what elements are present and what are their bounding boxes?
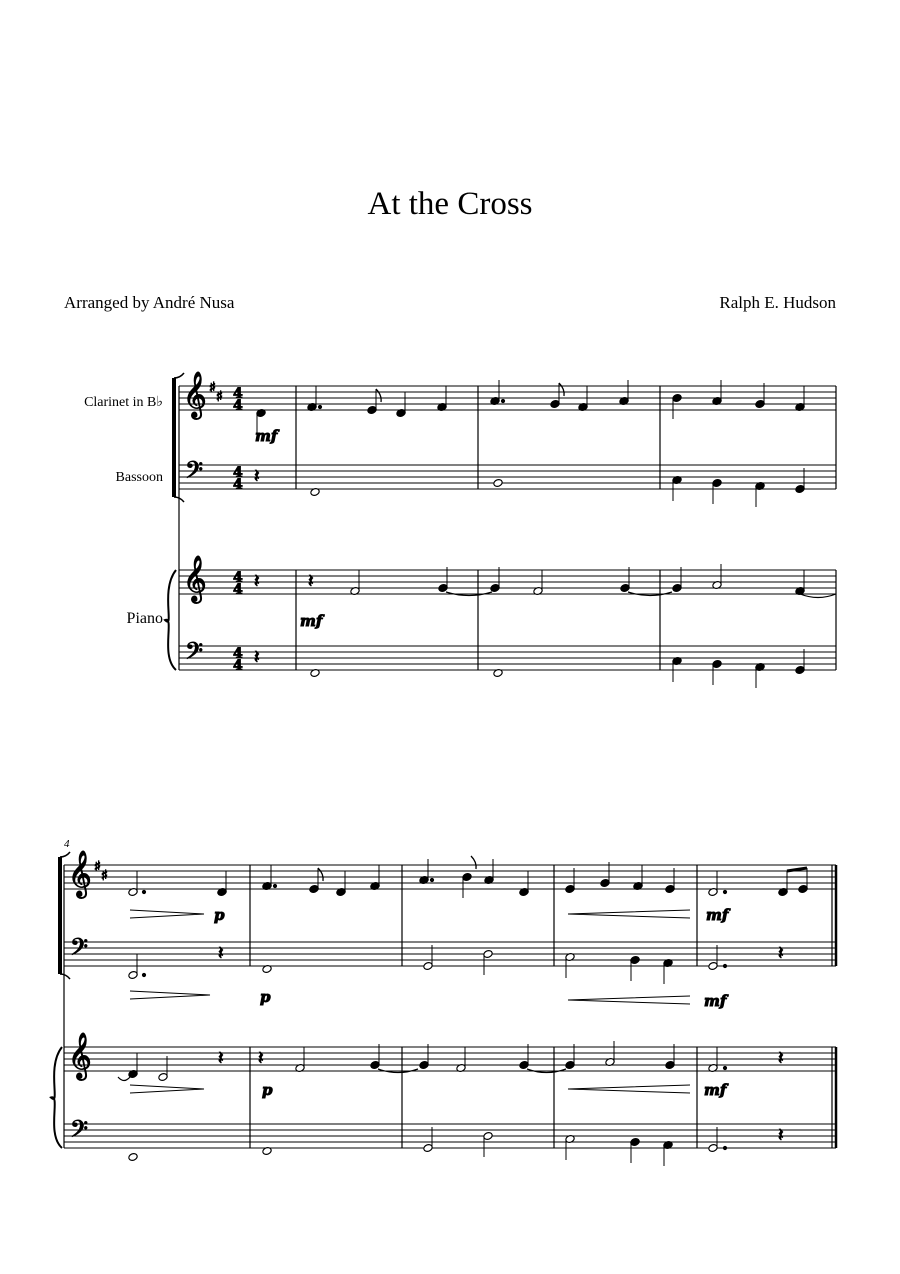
note [630,1138,640,1163]
treble-clef-icon: 𝄞 [68,851,92,897]
time-signature-bottom: 4 [233,582,243,598]
arranger-credit: Arranged by André Nusa [64,293,235,312]
note [672,476,682,501]
piano-brace [165,570,176,670]
notehead [493,479,503,488]
note [663,1141,673,1166]
note [307,386,317,411]
note [663,959,673,984]
note [755,663,765,688]
dynamic-p: p [260,988,271,1006]
note [493,479,503,488]
quarter-rest-icon: 𝄽 [218,943,224,964]
note [309,868,323,893]
augmentation-dot [723,964,726,967]
note [423,1127,433,1152]
note [519,1044,529,1069]
note [419,859,429,884]
note [605,1041,615,1066]
dynamic-mf: mf [704,1081,727,1099]
bass-clef-icon: 𝄢 [70,933,89,966]
treble-clef-icon: 𝄞 [183,556,207,602]
note [438,567,448,592]
flag [318,868,323,881]
note [437,386,447,411]
note [158,1056,168,1081]
note [370,865,380,890]
bassoon-staff [64,942,836,966]
note [778,871,788,896]
sharp-icon: ♯ [101,868,108,884]
bass-clef-icon: 𝄢 [185,637,204,670]
note [712,564,722,589]
flag [376,389,381,402]
note [712,660,722,685]
piano-lh-staff [179,646,836,670]
augmentation-dot [501,399,504,402]
note [128,1153,138,1162]
note [519,871,529,896]
piano-rh-staff [179,570,836,594]
note [565,953,575,978]
note [708,1047,718,1072]
time-signature-bottom: 4 [233,477,243,493]
quarter-rest-icon: 𝄽 [254,647,260,668]
note [665,868,675,893]
dynamic-mf: mf [704,992,727,1010]
bracket-hook [60,974,70,979]
piano-brace [51,1047,62,1148]
note [755,482,765,507]
note [798,868,808,893]
quarter-rest-icon: 𝄽 [258,1048,264,1069]
note [712,479,722,504]
tie [800,594,836,598]
crescendo-hairpin [568,1085,690,1093]
crescendo-hairpin [568,910,690,918]
note [620,567,630,592]
note [128,954,138,979]
note [795,570,805,595]
note [578,386,588,411]
notehead [128,1153,138,1162]
instrument-label-piano: Piano [126,610,163,627]
note [262,865,272,890]
note [600,862,610,887]
note [483,950,493,975]
note [419,1044,429,1069]
note [565,1044,575,1069]
note [128,871,138,896]
augmentation-dot [142,973,145,976]
measure-number: 4 [64,838,70,850]
augmentation-dot [318,405,321,408]
note [565,868,575,893]
note [484,859,494,884]
instrument-label-clarinet: Clarinet in B♭ [84,395,163,410]
time-signature-bottom: 4 [233,398,243,414]
note [565,1135,575,1160]
flag [559,383,564,396]
sharp-icon: ♯ [94,859,101,875]
note [633,865,643,890]
note [483,1132,493,1157]
piano-lh-staff [64,1124,836,1148]
note [619,380,629,405]
sharp-icon: ♯ [216,389,223,405]
time-signature-top: 4 [233,646,243,662]
note [336,871,346,896]
note [456,1047,466,1072]
quarter-rest-icon: 𝄽 [778,1125,784,1146]
note [370,1044,380,1069]
note [672,567,682,592]
instrument-label-bassoon: Bassoon [115,470,163,485]
bassoon-staff [179,465,836,489]
decrescendo-hairpin [130,1085,204,1093]
note [708,1127,718,1152]
quarter-rest-icon: 𝄽 [308,571,314,592]
note [795,386,805,411]
dynamic-p: p [214,906,225,924]
clarinet-staff [179,386,836,410]
augmentation-dot [723,1146,726,1149]
flag [471,856,476,869]
note [295,1047,305,1072]
composer-credit: Ralph E. Hudson [719,293,836,312]
note [795,468,805,493]
note [795,649,805,674]
dynamic-mf: mf [300,612,323,630]
dynamic-p: p [262,1081,273,1099]
note [672,657,682,682]
note [490,380,500,405]
sharp-icon: ♯ [209,380,216,396]
decrescendo-hairpin [130,991,210,999]
note [128,1053,138,1078]
crescendo-hairpin [568,996,690,1004]
quarter-rest-icon: 𝄽 [778,943,784,964]
bass-clef-icon: 𝄢 [185,456,204,489]
note [665,1044,675,1069]
augmentation-dot [273,884,276,887]
note [533,570,543,595]
quarter-rest-icon: 𝄽 [254,466,260,487]
augmentation-dot [142,890,145,893]
quarter-rest-icon: 𝄽 [218,1048,224,1069]
note [755,383,765,408]
note [423,945,433,970]
treble-clef-icon: 𝄞 [183,372,207,418]
time-signature-top: 4 [233,465,243,481]
note [490,567,500,592]
note [630,956,640,981]
quarter-rest-icon: 𝄽 [254,571,260,592]
note [550,383,564,408]
augmentation-dot [430,878,433,881]
piano-rh-staff [64,1047,836,1071]
bass-clef-icon: 𝄢 [70,1115,89,1148]
tie [118,1077,130,1081]
note [217,871,227,896]
note [672,394,682,419]
time-signature-top: 4 [233,386,243,402]
dynamic-mf: mf [706,906,729,924]
quarter-rest-icon: 𝄽 [778,1048,784,1069]
clarinet-staff [64,865,836,889]
score-title: At the Cross [367,186,533,222]
note [708,945,718,970]
note [367,389,381,414]
note [396,392,406,417]
note [708,871,718,896]
dynamic-mf: mf [255,427,278,445]
note [350,570,360,595]
note [712,380,722,405]
time-signature-top: 4 [233,570,243,586]
decrescendo-hairpin [130,910,204,918]
augmentation-dot [723,890,726,893]
treble-clef-icon: 𝄞 [68,1033,92,1079]
augmentation-dot [723,1066,726,1069]
time-signature-bottom: 4 [233,658,243,674]
